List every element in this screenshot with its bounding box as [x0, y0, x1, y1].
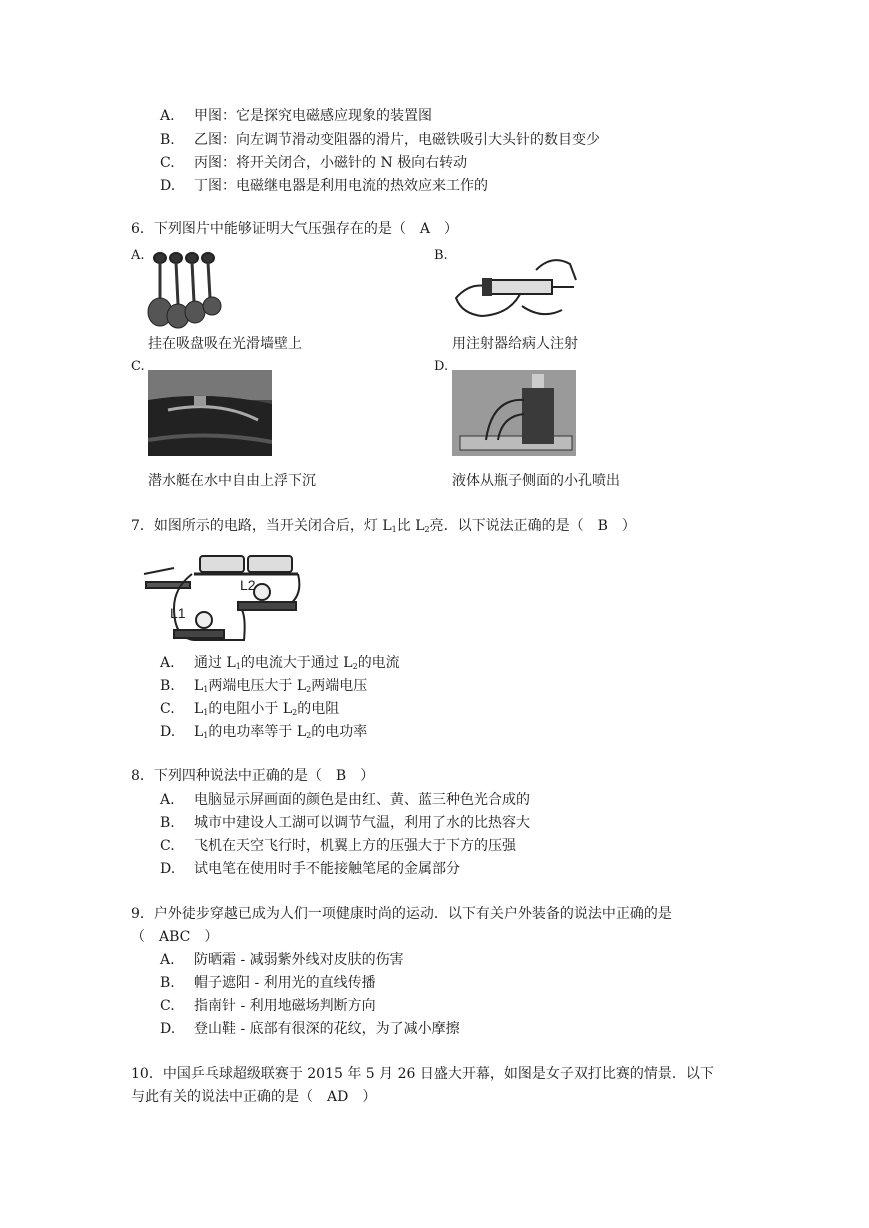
q8-option-c: C. 飞机在天空飞行时，机翼上方的压强大于下方的压强: [160, 838, 516, 854]
suction-cup-hooks-image: [146, 250, 230, 330]
q6-stem: 6．下列图片中能够证明大气压强存在的是（ A ）: [131, 221, 459, 237]
q7-stem: 7．如图所示的电路，当开关闭合后，灯 $L_1$比 $L_2$亮．以下说法正确的是（ B ）: [131, 518, 636, 534]
q6-caption-b: 用注射器给病人注射: [452, 336, 578, 352]
q10-stem-line2: 与此有关的说法中正确的是（ AD ）: [131, 1089, 377, 1105]
q8-option-a: A. 电脑显示屏画面的颜色是由红、黄、蓝三种色光合成的: [160, 792, 530, 808]
q9-option-d: D. 登山鞋 - 底部有很深的花纹，为了减小摩擦: [160, 1021, 460, 1037]
q6-caption-d: 液体从瓶子侧面的小孔喷出: [452, 473, 620, 489]
q9-stem-line1: 9．户外徒步穿越已成为人们一项健康时尚的运动．以下有关户外装备的说法中正确的是: [131, 906, 672, 922]
q7-option-d: D. $L_1$的电功率等于 $L_2$的电功率: [160, 724, 368, 740]
q9-option-b: B. 帽子遮阳 - 利用光的直线传播: [160, 975, 376, 991]
q6-choice-d-key: D.: [434, 359, 449, 374]
q9-option-c: C. 指南针 - 利用地磁场判断方向: [160, 998, 376, 1014]
q6-choice-b-key: B.: [434, 248, 448, 263]
q5-option-d: D. 丁图：电磁继电器是利用电流的热效应来工作的: [160, 178, 488, 194]
q8-option-b: B. 城市中建设人工湖可以调节气温，利用了水的比热容大: [160, 815, 530, 831]
q6-choice-a-key: A.: [131, 248, 145, 263]
q7-option-a: A. 通过 $L_1$的电流大于通过 $L_2$的电流: [160, 655, 400, 671]
l1-label: L1: [170, 605, 186, 621]
q5-option-a: A. 甲图：它是探究电磁感应现象的装置图: [160, 108, 432, 124]
q6-choice-c-key: C.: [131, 359, 145, 374]
q10-stem-line1: 10．中国乒乓球超级联赛于 2015 年 5 月 26 日盛大开幕，如图是女子双打比赛的情景．以下: [131, 1066, 714, 1082]
submarine-image: [148, 370, 272, 456]
q8-stem: 8．下列四种说法中正确的是（ B ）: [131, 768, 375, 784]
q7-option-c: C. $L_1$的电阻小于 $L_2$的电阻: [160, 701, 340, 717]
q5-option-b: B. 乙图：向左调节滑动变阻器的滑片，电磁铁吸引大头针的数目变少: [160, 132, 600, 148]
circuit-diagram: [134, 548, 306, 650]
q9-option-a: A. 防晒霜 - 减弱紫外线对皮肤的伤害: [160, 952, 404, 968]
q6-caption-a: 挂在吸盘吸在光滑墙壁上: [148, 336, 302, 352]
q8-option-d: D. 试电笔在使用时手不能接触笔尾的金属部分: [160, 861, 460, 877]
q9-stem-line2: （ ABC ）: [131, 929, 219, 945]
q5-option-c: C. 丙图：将开关闭合，小磁针的 N 极向右转动: [160, 155, 468, 171]
q7-option-b: B. $L_1$两端电压大于 $L_2$两端电压: [160, 678, 368, 694]
bottle-spout-image: [452, 370, 576, 456]
q6-caption-c: 潜水艇在水中自由上浮下沉: [148, 473, 316, 489]
syringe-injection-image: [452, 250, 580, 328]
l2-label: L2: [240, 577, 256, 593]
